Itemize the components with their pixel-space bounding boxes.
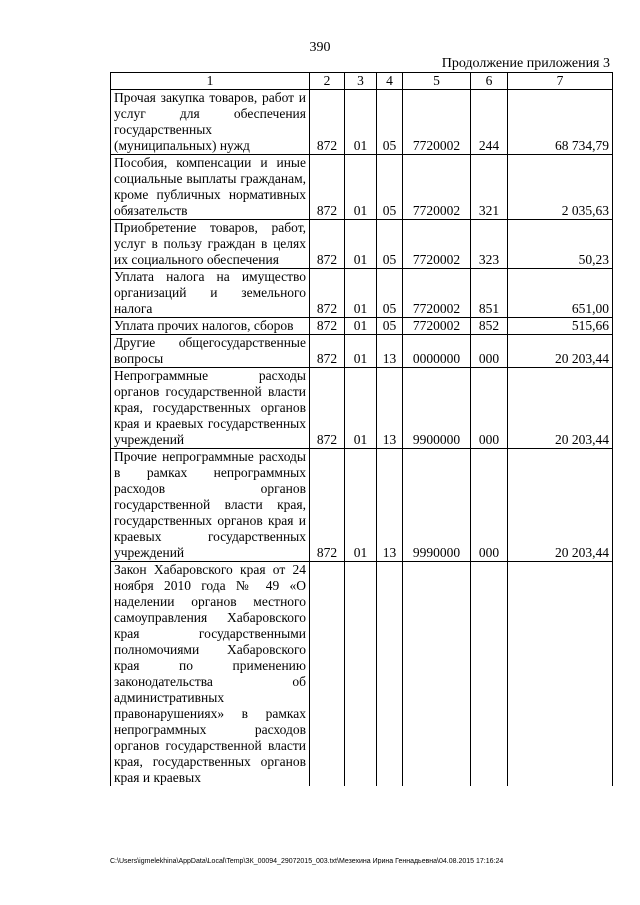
row-target-code: 0000000 [403, 335, 471, 368]
row-subsection-code: 13 [377, 368, 403, 449]
header-col-2: 2 [310, 73, 345, 90]
row-subsection-code: 05 [377, 220, 403, 269]
row-amount: 515,66 [508, 318, 613, 335]
row-subsection-code: 13 [377, 335, 403, 368]
table-row [111, 318, 613, 335]
budget-table [110, 72, 613, 786]
row-name: Приобретение товаров, работ, услуг в пользу граждан в целях их социального обеспечения [111, 220, 310, 269]
row-subsection-code: 05 [377, 269, 403, 318]
row-section-code: 01 [345, 318, 377, 335]
row-subsection-code [377, 562, 403, 787]
row-amount: 20 203,44 [508, 449, 613, 562]
row-section-code: 01 [345, 155, 377, 220]
row-expense-type-code [471, 562, 508, 787]
row-expense-type-code: 323 [471, 220, 508, 269]
row-ministry-code: 872 [310, 449, 345, 562]
table-row [111, 368, 613, 449]
table-row [111, 335, 613, 368]
row-name: Прочая закупка товаров, работ и услуг для обеспечения государственных (муниципальных) нужд [111, 90, 310, 155]
row-target-code: 7720002 [403, 220, 471, 269]
row-section-code: 01 [345, 269, 377, 318]
row-target-code: 7720002 [403, 318, 471, 335]
row-amount: 68 734,79 [508, 90, 613, 155]
table-row [111, 562, 613, 787]
row-expense-type-code: 000 [471, 368, 508, 449]
continuation-label: Продолжение приложения 3 [441, 56, 610, 71]
row-amount: 20 203,44 [508, 368, 613, 449]
row-ministry-code: 872 [310, 90, 345, 155]
table-row [111, 220, 613, 269]
header-col-6: 6 [471, 73, 508, 90]
row-target-code [403, 562, 471, 787]
table-row [111, 155, 613, 220]
row-ministry-code: 872 [310, 368, 345, 449]
row-name: Непрограммные расходы органов государственной власти края, государственных органов края и краевых государственных учреждений [111, 368, 310, 449]
header-col-1: 1 [111, 73, 310, 90]
row-expense-type-code: 244 [471, 90, 508, 155]
row-subsection-code: 05 [377, 90, 403, 155]
table-row [111, 449, 613, 562]
header-col-5: 5 [403, 73, 471, 90]
row-target-code: 7720002 [403, 90, 471, 155]
row-ministry-code: 872 [310, 220, 345, 269]
row-expense-type-code: 000 [471, 335, 508, 368]
row-name: Пособия, компенсации и иные социальные выплаты гражданам, кроме публичных нормативных обязательств [111, 155, 310, 220]
header-row [111, 73, 613, 90]
table-row [111, 269, 613, 318]
table-row [111, 90, 613, 155]
header-col-7: 7 [508, 73, 613, 90]
header-col-4: 4 [377, 73, 403, 90]
row-name: Прочие непрограммные расходы в рамках непрограммных расходов органов государственной власти края, государственных органов края и краевых государственных учреждений [111, 449, 310, 562]
row-expense-type-code: 852 [471, 318, 508, 335]
row-subsection-code: 05 [377, 318, 403, 335]
row-amount: 20 203,44 [508, 335, 613, 368]
row-section-code: 01 [345, 449, 377, 562]
row-name: Уплата прочих налогов, сборов [111, 318, 310, 335]
header-col-3: 3 [345, 73, 377, 90]
row-ministry-code: 872 [310, 155, 345, 220]
row-ministry-code: 872 [310, 335, 345, 368]
row-section-code: 01 [345, 335, 377, 368]
row-ministry-code: 872 [310, 318, 345, 335]
row-ministry-code: 872 [310, 269, 345, 318]
row-section-code [345, 562, 377, 787]
row-subsection-code: 13 [377, 449, 403, 562]
row-section-code: 01 [345, 220, 377, 269]
row-target-code: 9990000 [403, 449, 471, 562]
row-name: Уплата налога на имущество организаций и земельного налога [111, 269, 310, 318]
row-target-code: 7720002 [403, 269, 471, 318]
row-name: Закон Хабаровского края от 24 ноября 2010 года № 49 «О наделении органов местного самоуправления Хабаровского края государственными полномочиями Хабаровского края по применению законодательства об административных правонарушениях» в рамках непрограммных расходов органов государственной власти края, государственных органов края и краевых [111, 562, 310, 787]
row-amount: 50,23 [508, 220, 613, 269]
row-amount: 651,00 [508, 269, 613, 318]
row-expense-type-code: 321 [471, 155, 508, 220]
row-amount: 2 035,63 [508, 155, 613, 220]
row-expense-type-code: 000 [471, 449, 508, 562]
row-expense-type-code: 851 [471, 269, 508, 318]
row-section-code: 01 [345, 368, 377, 449]
row-ministry-code [310, 562, 345, 787]
row-target-code: 7720002 [403, 155, 471, 220]
row-target-code: 9900000 [403, 368, 471, 449]
row-amount [508, 562, 613, 787]
row-name: Другие общегосударственные вопросы [111, 335, 310, 368]
page-number: 390 [309, 40, 331, 55]
row-section-code: 01 [345, 90, 377, 155]
row-subsection-code: 05 [377, 155, 403, 220]
file-path-footer: C:\Users\igmelekhina\AppData\Local\Temp\ЗК_00094_29072015_003.txt\Мезехина Ирина Геннадьевна\04.08.2015 17:16:24 [110, 858, 504, 865]
